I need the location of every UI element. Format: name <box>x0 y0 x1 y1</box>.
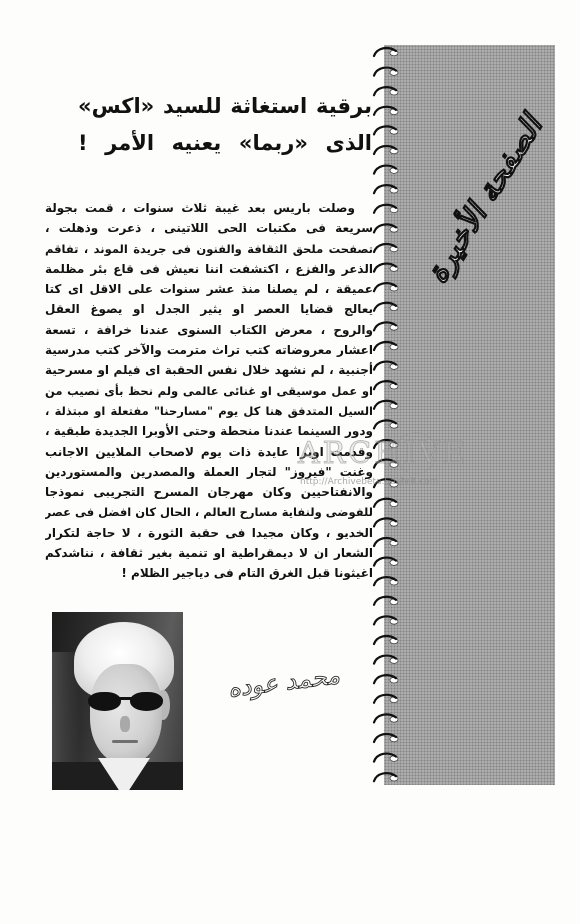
body-line: عميقة ، لم يصلنا منذ عشر سنوات على الاقل اى كتا <box>45 282 373 297</box>
body-line: سريعة فى مكتبات الحى اللاتينى ، ذعرت وذهلت ، <box>45 221 373 236</box>
spiral-ring <box>374 107 398 115</box>
spiral-ring <box>374 87 398 95</box>
body-line: اغيثونا قبل الغرق التام فى دياجير الظلام ! <box>121 566 373 581</box>
watermark-label: ARCHIVE <box>298 436 468 471</box>
body-line: ودور السينما عندنا منحطة وحتى الأوبرا الجديدة طبقية ، <box>45 424 373 439</box>
spiral-ring <box>374 754 398 762</box>
section-banner-title: الصفحة الأخيرة <box>419 109 550 290</box>
spiral-ring <box>374 656 398 664</box>
body-line: وقدمت اوبرا عايدة ذات يوم لاصحاب الملايين الاجانب <box>45 444 373 459</box>
body-line: السيل المتدفق هنا كل يوم "مسارحنا" مفتعلة او مبتذلة ، <box>45 403 373 418</box>
spiral-ring <box>374 479 398 487</box>
body-line: تصفحت ملحق الثقافة والفنون فى جريدة الموند ، تفاقم <box>45 241 373 256</box>
watermark-url: http://Archivebeta.Sakhrit.com <box>300 477 439 487</box>
spiral-ring <box>374 264 398 272</box>
body-line: الذعر والفزع ، اكتشفت اننا نعيش فى قاع بئر مظلمة <box>45 261 373 276</box>
spiral-ring <box>374 695 398 703</box>
body-line: الخديو ، وكان مجيدا فى حقبة الثورة ، لا حاجة لتكرار <box>45 525 373 540</box>
spiral-ring <box>374 499 398 507</box>
body-line: والروح ، معرض الكتاب السنوى عندنا خرافة ، تسعة <box>45 322 373 337</box>
spiral-ring <box>374 773 398 781</box>
spiral-ring <box>374 538 398 546</box>
body-line: وصلت باريس بعد غيبة ثلاث سنوات ، قمت بجولة <box>45 201 355 215</box>
spiral-ring <box>374 166 398 174</box>
article-title <box>78 88 372 162</box>
spiral-ring <box>374 205 398 213</box>
spiral-ring <box>374 68 398 76</box>
spiral-ring <box>374 362 398 370</box>
spiral-ring <box>374 675 398 683</box>
spiral-ring <box>374 322 398 330</box>
body-line: أجنبية ، لم نشهد خلال نفس الحقبة اى فيلم او مسرحية <box>45 363 373 378</box>
spiral-ring <box>374 558 398 566</box>
spiral-binding <box>370 40 406 794</box>
photo-face <box>90 664 162 764</box>
spiral-ring <box>374 146 398 154</box>
spiral-ring <box>374 283 398 291</box>
spiral-ring <box>374 401 398 409</box>
author-photo <box>52 612 183 790</box>
photo-nose <box>120 716 130 732</box>
spiral-ring <box>374 224 398 232</box>
spiral-ring <box>374 48 398 56</box>
body-line: او عمل موسيقى او غنائى عالمى ولم نحظ بأى نصيب من <box>45 383 373 398</box>
body-line: اعشار معروضاته كتب تراث مترمت والآخر كتب مدرسية <box>45 343 373 358</box>
title-line: برقية استغاثة للسيد «اكس» <box>78 94 372 118</box>
photo-sunglasses <box>88 692 166 712</box>
spiral-ring <box>374 714 398 722</box>
article-body <box>45 198 373 584</box>
spiral-ring <box>374 420 398 428</box>
spiral-ring <box>374 440 398 448</box>
author-signature: محمد عوده <box>226 661 342 703</box>
photo-mouth <box>112 740 138 743</box>
spiral-ring <box>374 381 398 389</box>
spiral-ring <box>374 734 398 742</box>
title-line: الذى «ربما» يعنيه الأمر ! <box>78 131 372 155</box>
body-line: يعالج قضايا العصر او يثير الجدل او يصوغ العقل <box>45 302 373 317</box>
spiral-ring <box>374 577 398 585</box>
spiral-ring <box>374 303 398 311</box>
body-line: للفوضى ولنفاية مسارح العالم ، الحال كان افضل فى عصر <box>45 505 373 520</box>
spiral-ring <box>374 597 398 605</box>
spiral-ring <box>374 244 398 252</box>
body-line: الشعار ان لا ديمقراطية او تنمية بغير ثقافة ، نناشدكم <box>45 546 373 561</box>
photo-lens-right <box>130 692 163 711</box>
spiral-ring <box>374 185 398 193</box>
spiral-ring <box>374 342 398 350</box>
spiral-ring <box>374 126 398 134</box>
spiral-ring <box>374 460 398 468</box>
spiral-ring <box>374 616 398 624</box>
spiral-ring <box>374 636 398 644</box>
body-line: والانفتاحيين وكان مهرجان المسرح التجريبى نموذجا <box>45 485 373 500</box>
body-line: وغنت "فيروز" لتجار العملة والمصدرين والمستوردين <box>45 464 373 479</box>
spiral-ring <box>374 518 398 526</box>
photo-lens-left <box>88 692 121 711</box>
